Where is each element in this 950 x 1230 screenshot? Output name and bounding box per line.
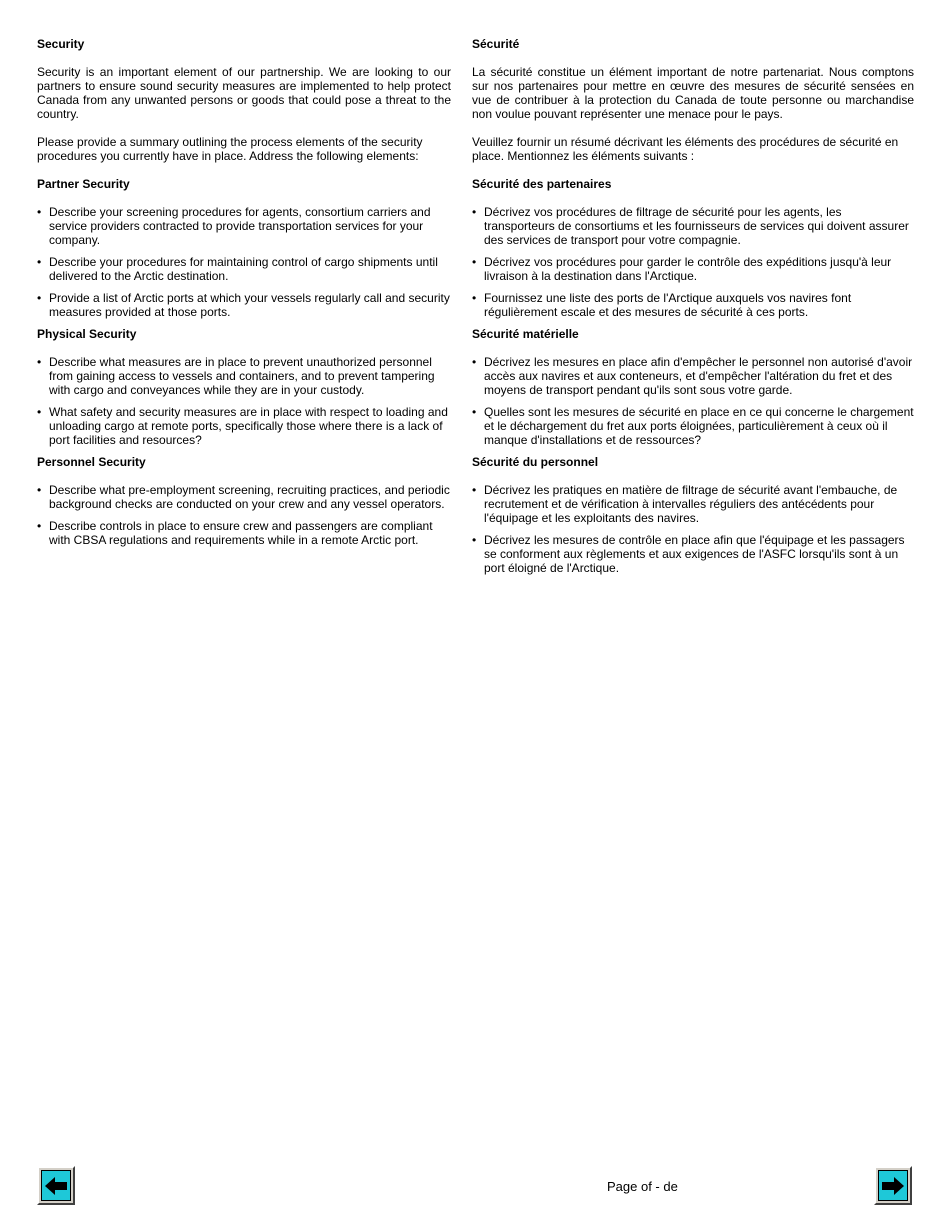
list-item: • Describe controls in place to ensure crew and passengers are compliant with CBSA regulations and requirements while in a remote Arctic port. (37, 519, 451, 547)
physical-security-heading-en: Physical Security (37, 327, 137, 341)
security-heading-en: Security (37, 37, 85, 51)
english-column (37, 37, 451, 555)
physical-security-list-fr (472, 355, 914, 447)
security-intro-fr: La sécurité constitue un élément important de notre partenariat. Nous comptons sur nos partenaires pour mettre en œuvre des mesures de sécurité sensées en vue de contribuer à la protection du Canada de toute personne ou marchandise non voulue pouvant représenter une menace pour le pays. (472, 65, 914, 121)
french-column (472, 37, 914, 583)
arrow-right-icon (880, 1174, 906, 1198)
list-item: • Décrivez les pratiques en matière de filtrage de sécurité avant l'embauche, de recrutement et de vérification à intervalles réguliers des antécédents pour l'équipage et les exploitants des navires. (472, 483, 914, 525)
physical-security-list-en (37, 355, 451, 447)
page-number-label: Page of - de (607, 1179, 678, 1194)
previous-page-button[interactable] (37, 1166, 75, 1205)
security-intro-en: Security is an important element of our partnership. We are looking to our partners to ensure sound security measures are implemented to help protect Canada from any unwanted persons or goods that could pose a threat to the country. (37, 65, 451, 121)
list-item: • Describe your screening procedures for agents, consortium carriers and service providers contracted to provide transportation services for your company. (37, 205, 451, 247)
list-item: • Décrivez les mesures en place afin d'empêcher le personnel non autorisé d'avoir accès aux navires et aux conteneurs, et d'empêcher l'altération du fret et des moyens de transport pendant qu'ils sont sous votre garde. (472, 355, 914, 397)
list-item: • Décrivez vos procédures de filtrage de sécurité pour les agents, les transporteurs de consortiums et les fournisseurs de services qui doivent assurer des services de transport pour votre compagnie. (472, 205, 914, 247)
next-page-button[interactable] (874, 1166, 912, 1205)
summary-request-en: Please provide a summary outlining the process elements of the security procedures you currently have in place. Address the following elements: (37, 135, 423, 163)
personnel-security-heading-en: Personnel Security (37, 455, 146, 469)
list-item: • Describe what pre-employment screening, recruiting practices, and periodic background checks are conducted on your crew and any vessel operators. (37, 483, 451, 511)
list-item: • What safety and security measures are in place with respect to loading and unloading cargo at remote ports, specifically those where there is a lack of port facilities and resources? (37, 405, 451, 447)
personnel-security-list-en (37, 483, 451, 547)
security-heading-fr: Sécurité (472, 37, 520, 51)
previous-page-button-face[interactable] (41, 1170, 71, 1201)
personnel-security-heading-fr: Sécurité du personnel (472, 455, 599, 469)
list-item: • Describe what measures are in place to prevent unauthorized personnel from gaining access to vessels and containers, and to prevent tampering with cargo and conveyances while they are in your custody. (37, 355, 451, 397)
list-item: • Fournissez une liste des ports de l'Arctique auxquels vos navires font régulièrement escale et des mesures de sécurité à ces ports. (472, 291, 914, 319)
partner-security-list-en (37, 205, 451, 319)
list-item: • Provide a list of Arctic ports at which your vessels regularly call and security measures provided at those ports. (37, 291, 451, 319)
partner-security-heading-fr: Sécurité des partenaires (472, 177, 612, 191)
list-item: • Décrivez vos procédures pour garder le contrôle des expéditions jusqu'à leur livraison à la destination dans l'Arctique. (472, 255, 914, 283)
partner-security-list-fr (472, 205, 914, 319)
arrow-left-icon (43, 1174, 69, 1198)
list-item: • Décrivez les mesures de contrôle en place afin que l'équipage et les passagers se conforment aux règlements et aux exigences de l'ASFC lorsqu'ils sont à un port éloigné de l'Arctique. (472, 533, 914, 575)
list-item: • Describe your procedures for maintaining control of cargo shipments until delivered to the Arctic destination. (37, 255, 451, 283)
partner-security-heading-en: Partner Security (37, 177, 130, 191)
next-page-button-face[interactable] (878, 1170, 908, 1201)
list-item: • Quelles sont les mesures de sécurité en place en ce qui concerne le chargement et le déchargement du fret aux ports éloignées, particulièrement à ceux où il manque d'installations et de ressources? (472, 405, 914, 447)
personnel-security-list-fr (472, 483, 914, 575)
summary-request-fr: Veuillez fournir un résumé décrivant les éléments des procédures de sécurité en place. Mentionnez les éléments suivants : (472, 135, 899, 163)
physical-security-heading-fr: Sécurité matérielle (472, 327, 579, 341)
